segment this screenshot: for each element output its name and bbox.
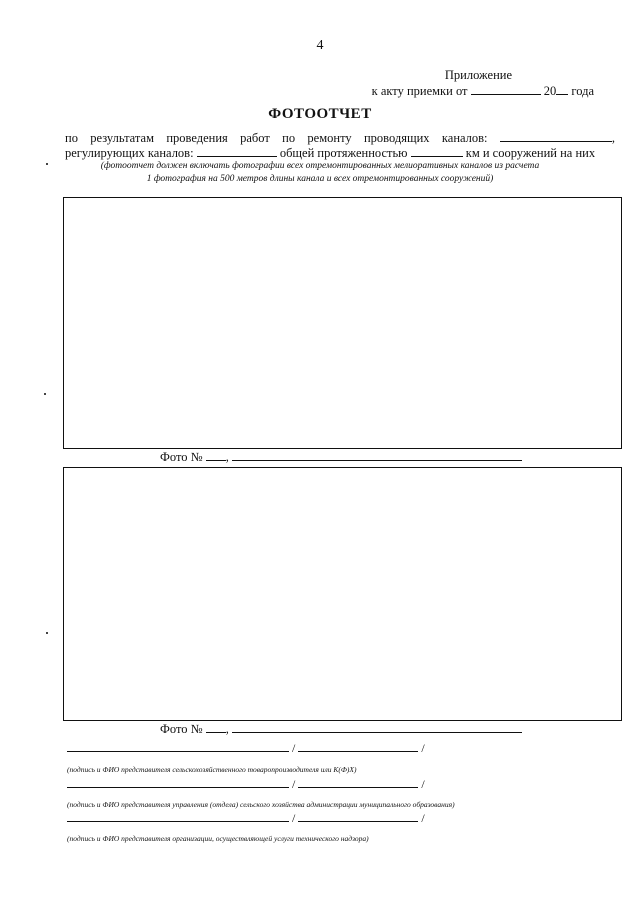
- appendix-title: Приложение: [444, 68, 512, 82]
- note-line-2: 1 фотография на 500 метров длины канала и всех отремонтированных сооружений): [146, 174, 494, 184]
- photo-caption-2: Фото № ,: [160, 721, 522, 737]
- canals-blank: [500, 130, 612, 142]
- page-number: 4: [316, 38, 324, 53]
- length-blank: [411, 145, 463, 157]
- signature-line-3: / /: [67, 810, 425, 826]
- photo-caption-1: Фото № ,: [160, 449, 522, 465]
- signature-note-1: (подпись и ФИО представителя сельскохозяйственного товаропроизводителя или К(Ф)Х): [67, 765, 357, 774]
- year-prefix: 20: [543, 84, 557, 98]
- act-date-blank: [471, 83, 541, 95]
- intro-line-1: [65, 130, 615, 146]
- intro-line-1-comma: ,: [611, 131, 615, 145]
- name-blank: [298, 810, 418, 822]
- name-blank: [298, 776, 418, 788]
- photo-frame-2[interactable]: [63, 467, 622, 721]
- signature-note-3: (подпись и ФИО представителя организации, осуществляющей услуги технического надзора): [67, 834, 369, 843]
- photo-caption-label: Фото №: [160, 450, 203, 464]
- photo-description-blank: [232, 449, 522, 461]
- scan-speck: [46, 163, 48, 165]
- photo-description-blank: [232, 721, 522, 733]
- signature-line-2: / /: [67, 776, 425, 792]
- scan-speck: [44, 393, 46, 395]
- appendix-act-label: к акту приемки от: [371, 84, 468, 98]
- regulating-canals-blank: [197, 145, 277, 157]
- year-suffix: года: [571, 84, 594, 98]
- photo-caption-label: Фото №: [160, 722, 203, 736]
- intro-line-2: [65, 145, 615, 161]
- year-blank: [556, 83, 568, 95]
- photo-number-blank: [206, 721, 226, 733]
- signature-blank: [67, 810, 289, 822]
- intro-line-2-c: км и сооружений на них: [465, 146, 596, 160]
- signature-blank: [67, 776, 289, 788]
- intro-line-2-a: регулирующих каналов:: [65, 146, 194, 160]
- document-title: ФОТООТЧЕТ: [268, 106, 372, 122]
- signature-blank: [67, 740, 289, 752]
- intro-line-1-text: по результатам проведения работ по ремонту проводящих каналов:: [65, 131, 488, 145]
- photo-frame-1[interactable]: [63, 197, 622, 449]
- intro-line-2-b: общей протяженностью: [279, 146, 408, 160]
- signature-note-2: (подпись и ФИО представителя управления (отдела) сельского хозяйства администрации муниципального образования): [67, 800, 455, 809]
- note-line-1: (фотоотчет должен включать фотографии всех отремонтированных мелиоративных каналов из расчета: [100, 161, 540, 171]
- scan-speck: [46, 632, 48, 634]
- signature-line-1: / /: [67, 740, 425, 756]
- name-blank: [298, 740, 418, 752]
- photo-number-blank: [206, 449, 226, 461]
- appendix-act-line: [372, 83, 594, 99]
